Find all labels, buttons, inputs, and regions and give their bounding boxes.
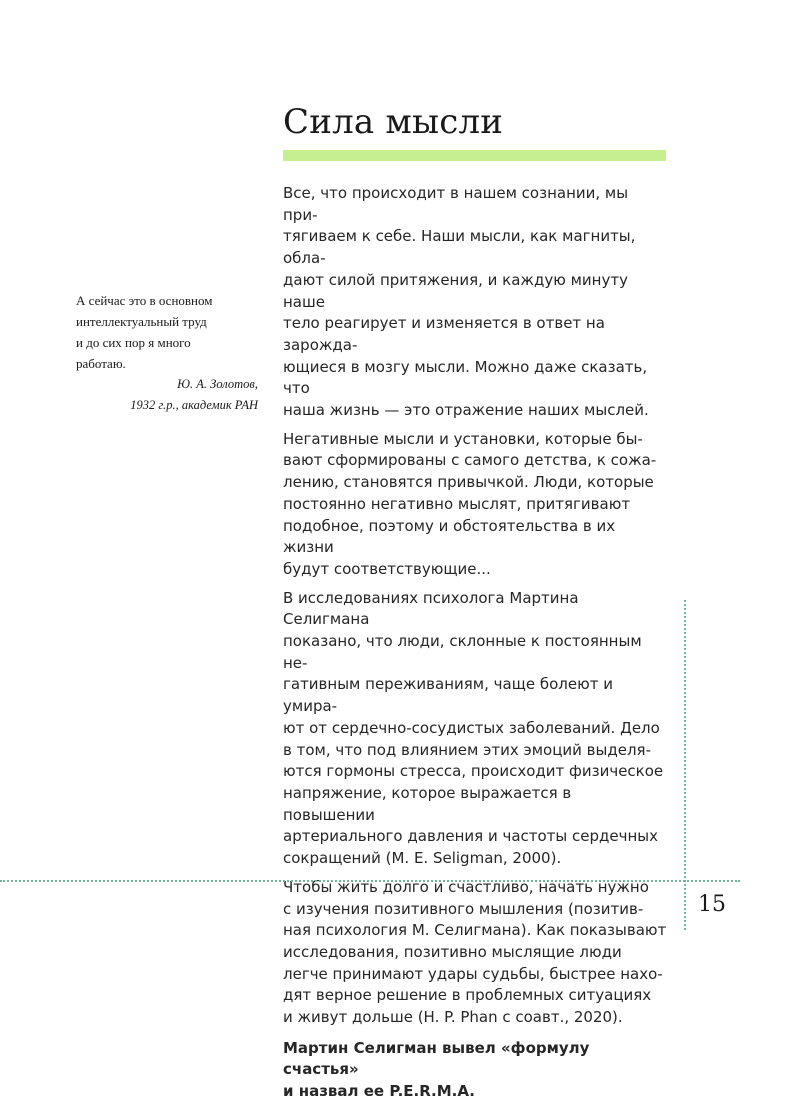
vertical-dotted-guide <box>684 600 686 930</box>
paragraph-4: Чтобы жить долго и счастливо, начать нужно с изучения позитивного мышления (позитив- ная психология М. Селигмана). Как показывают исследования, позитивно мыслящие люди легче принимают удары судьбы, быстрее нахо- дят верное решение в проблемных ситуациях и живут дольше (H. P. Phan с соавт., 2020). <box>283 877 667 1027</box>
bold-conclusion: Мартин Селигман вывел «формулу счастья» и назвал ее P.E.R.M.A. <box>283 1038 590 1101</box>
quote-text: А сейчас это в основном интеллектуальный труд и до сих пор я много работаю. <box>76 293 213 371</box>
page-title: Сила мысли <box>283 102 504 142</box>
main-text <box>283 183 667 1110</box>
paragraph-3: В исследованиях психолога Мартина Селигмана показано, что люди, склонные к постоянным не- гативным переживаниям, чаще болеют и умира- ют от сердечно-сосудистых заболеваний. Дело в том, что под влиянием этих эмоций выделя- ются гормоны стресса, происходит физическое напряжение, которое выражается в повышении артериального давления и частоты сердечных сокращений (M. E. Seligman, 2000). <box>283 588 664 868</box>
sidebar-quote <box>76 290 266 416</box>
quote-attribution: Ю. А. Золотов, 1932 г.р., академик РАН <box>130 377 258 412</box>
paragraph-1: Все, что происходит в нашем сознании, мы при- тягиваем к себе. Наши мысли, как магниты, обла- дают силой притяжения, и каждую минуту наше тело реагирует и изменяется в ответ на зарожда- ющиеся в мозгу мысли. Можно даже сказать, что наша жизнь — это отражение наших мыслей. <box>283 184 649 420</box>
paragraph-2: Негативные мысли и установки, которые бы- вают сформированы с самого детства, к сожа- лению, становятся привычкой. Люди, которые постоянно негативно мыслят, притягивают подобное, поэтому и обстоятельства в их жизни будут соответствующие... <box>283 429 657 578</box>
horizontal-dotted-guide <box>0 880 740 882</box>
page-number: 15 <box>698 892 726 917</box>
title-underline-bar <box>283 150 666 161</box>
